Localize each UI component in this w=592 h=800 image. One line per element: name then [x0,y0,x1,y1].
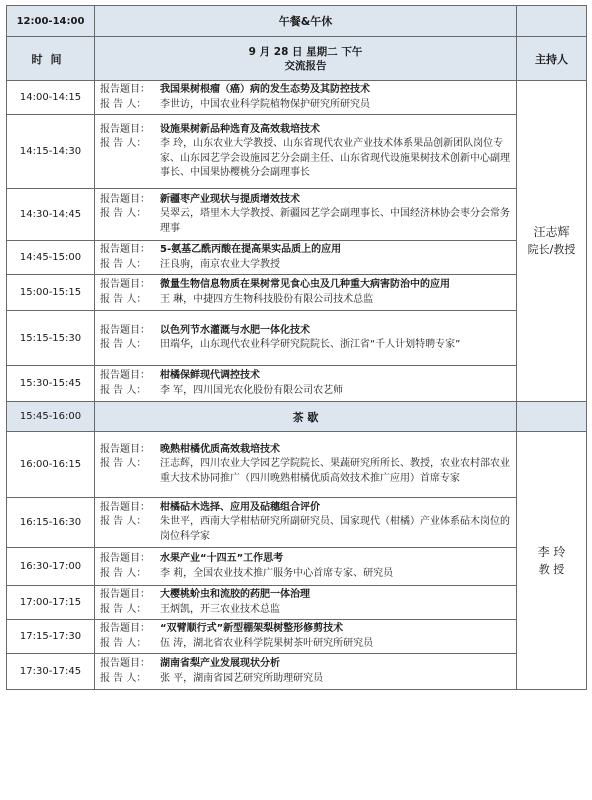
talk-info [95,311,517,366]
talk-time: 14:00-14:15 [7,81,95,115]
talk-speaker: 李 玲，山东农业大学教授、山东省现代农业产业技术体系果品创新团队岗位专家、山东园艺学会设施园艺分会副主任、山东省现代设施果树技术创新中心副理事长、中国果协樱桃分会副理事长 [160,138,510,178]
speaker-label: 报 告 人： [100,208,147,220]
header-time-label: 时间 [7,37,95,81]
talk-info [95,654,517,690]
talk-speaker-row [100,672,513,687]
talk-speaker-row [100,515,513,544]
talk-time: 15:30-15:45 [7,366,95,402]
speaker-label: 报 告 人： [100,339,147,350]
speaker-label: 报 告 人： [100,637,147,649]
talk-title: 5-氨基乙酰丙酸在提高果实品质上的应用 [160,244,342,255]
schedule-table [6,5,587,690]
talk-speaker: 汪志辉，四川农业大学园艺学院院长、果蔬研究所所长、教授，农业农村部农业重大技术协同推广（四川晚熟柑橘优质高效技术推广应用）首席专家 [160,458,510,484]
talk-row [7,548,587,586]
host-title: 教 授 [538,562,565,576]
talk-row [7,241,587,275]
talk-title: 以色列节水灌溉与水肥一体化技术 [160,324,310,336]
talk-time: 17:30-17:45 [7,654,95,690]
talk-title: “双臂顺行式”新型棚架梨树整形修剪技术 [160,623,344,634]
talk-speaker-row [100,603,513,618]
speaker-label: 报 告 人： [100,384,147,396]
talk-speaker: 王炳凯，开三农业技术总监 [160,603,280,615]
talk-row [7,432,587,498]
talk-info [95,189,517,241]
break-row-tea [7,402,587,432]
talk-time: 16:00-16:15 [7,432,95,498]
talk-speaker-row [100,338,513,353]
talk-row [7,586,587,620]
talk-info [95,115,517,189]
talk-speaker-row [100,457,513,486]
talk-speaker-row [100,98,513,113]
talk-title-row [100,278,513,293]
talk-title-row [100,83,513,98]
session-host [517,432,587,690]
title-label: 报告题目： [100,443,150,455]
session-header-row [7,37,587,81]
speaker-label: 报 告 人： [100,458,147,470]
talk-speaker-row [100,137,513,181]
title-label: 报告题目： [100,658,150,669]
host-name: 汪志辉 [533,225,570,239]
talk-row [7,620,587,654]
talk-title: 我国果树根瘤（癌）病的发生态势及其防控技术 [160,84,370,95]
speaker-label: 报 告 人： [100,516,147,528]
talk-title: 水果产业“十四五”工作思考 [160,553,284,564]
talk-time: 16:30-17:00 [7,548,95,586]
talk-speaker: 李 军，四川国光农化股份有限公司农艺师 [160,384,344,396]
talk-title: 晚熟柑橘优质高效栽培技术 [160,443,280,455]
header-host-label: 主持人 [517,37,587,81]
talk-time: 16:15-16:30 [7,498,95,548]
speaker-label: 报 告 人： [100,567,147,579]
break-host-cell [517,6,587,37]
talk-title: 柑橘保鲜现代调控技术 [160,370,260,381]
title-label: 报告题目： [100,589,150,600]
schedule-body [7,6,587,690]
break-host-cell [517,402,587,432]
talk-row [7,275,587,311]
talk-info [95,275,517,311]
title-label: 报告题目： [100,370,150,381]
host-name: 李 玲 [537,544,566,559]
talk-title-row [100,443,513,458]
talk-title-row [100,324,513,339]
talk-title-row [100,552,513,567]
talk-title: 设施果树新品种选育及高效栽培技术 [160,123,320,135]
talk-row [7,498,587,548]
talk-row [7,654,587,690]
title-label: 报告题目： [100,84,150,95]
talk-speaker: 吴翠云，塔里木大学教授、新疆园艺学会副理事长、中国经济林协会枣分会常务理事 [160,208,510,234]
talk-row [7,189,587,241]
break-row-lunch [7,6,587,37]
break-time: 15:45-16:00 [7,402,95,432]
talk-speaker: 李 莉，全国农业技术推广服务中心首席专家、研究员 [160,567,394,579]
talk-row [7,115,587,189]
title-label: 报告题目： [100,324,150,336]
talk-speaker: 朱世平，西南大学柑桔研究所副研究员、国家现代（柑橘）产业体系砧木岗位的岗位科学家 [160,516,510,542]
header-date-line: 9 月 28 日 星期二 下午 [248,45,363,58]
talk-title-row [100,657,513,672]
break-time: 12:00-14:00 [7,6,95,37]
talk-time: 15:15-15:30 [7,311,95,366]
host-title: 院长/教授 [527,243,576,256]
title-label: 报告题目： [100,193,150,205]
talk-title: 新疆枣产业现状与提质增效技术 [160,193,300,205]
talk-row [7,311,587,366]
break-title: 午餐&午休 [95,6,517,37]
talk-speaker-row [100,207,513,236]
title-label: 报告题目： [100,244,150,255]
talk-title-row [100,243,513,258]
talk-time: 15:00-15:15 [7,275,95,311]
header-title: 交流报告 [284,59,327,72]
talk-speaker-row [100,258,513,273]
talk-title: 微量生物信息物质在果树常见食心虫及几种重大病害防治中的应用 [160,279,450,290]
talk-title: 大樱桃蚧虫和流胶的药肥一体治理 [160,589,310,600]
title-label: 报告题目： [100,501,150,513]
talk-time: 17:15-17:30 [7,620,95,654]
speaker-label: 报 告 人： [100,293,147,305]
talk-speaker: 田端华，山东现代农业科学研究院院长、浙江省“千人计划特聘专家” [160,339,461,350]
talk-title-row [100,588,513,603]
talk-row [7,81,587,115]
speaker-label: 报 告 人： [100,138,147,149]
session-host [517,81,587,402]
talk-title-row [100,501,513,516]
talk-info [95,498,517,548]
talk-speaker: 伍 涛，湖北省农业科学院果树茶叶研究所研究员 [160,637,374,649]
talk-title-row [100,369,513,384]
talk-speaker-row [100,384,513,399]
talk-row [7,366,587,402]
talk-title-row [100,193,513,208]
speaker-label: 报 告 人： [100,672,147,684]
talk-title: 柑橘砧木选择、应用及砧穗组合评价 [160,501,320,513]
talk-title-row [100,123,513,138]
talk-speaker-row [100,637,513,652]
talk-info [95,81,517,115]
talk-speaker: 李世访，中国农业科学院植物保护研究所研究员 [160,98,370,110]
title-label: 报告题目： [100,123,150,135]
talk-speaker-row [100,567,513,582]
speaker-label: 报 告 人： [100,98,147,110]
break-title: 茶 歇 [95,402,517,432]
header-session-info [95,37,517,81]
talk-info [95,366,517,402]
talk-time: 14:30-14:45 [7,189,95,241]
talk-time: 17:00-17:15 [7,586,95,620]
speaker-label: 报 告 人： [100,603,147,615]
talk-speaker-row [100,293,513,308]
talk-info [95,241,517,275]
talk-info [95,432,517,498]
talk-time: 14:45-15:00 [7,241,95,275]
talk-speaker: 王 琳，中捷四方生物科技股份有限公司技术总监 [160,293,374,305]
talk-speaker: 汪良驹，南京农业大学教授 [160,258,280,270]
title-label: 报告题目： [100,279,150,290]
title-label: 报告题目： [100,623,150,634]
talk-info [95,586,517,620]
talk-info [95,548,517,586]
talk-title: 湖南省梨产业发展现状分析 [160,658,280,669]
talk-title-row [100,622,513,637]
talk-info [95,620,517,654]
speaker-label: 报 告 人： [100,258,147,270]
talk-time: 14:15-14:30 [7,115,95,189]
talk-speaker: 张 平，湖南省园艺研究所助理研究员 [160,672,324,684]
title-label: 报告题目： [100,553,150,564]
